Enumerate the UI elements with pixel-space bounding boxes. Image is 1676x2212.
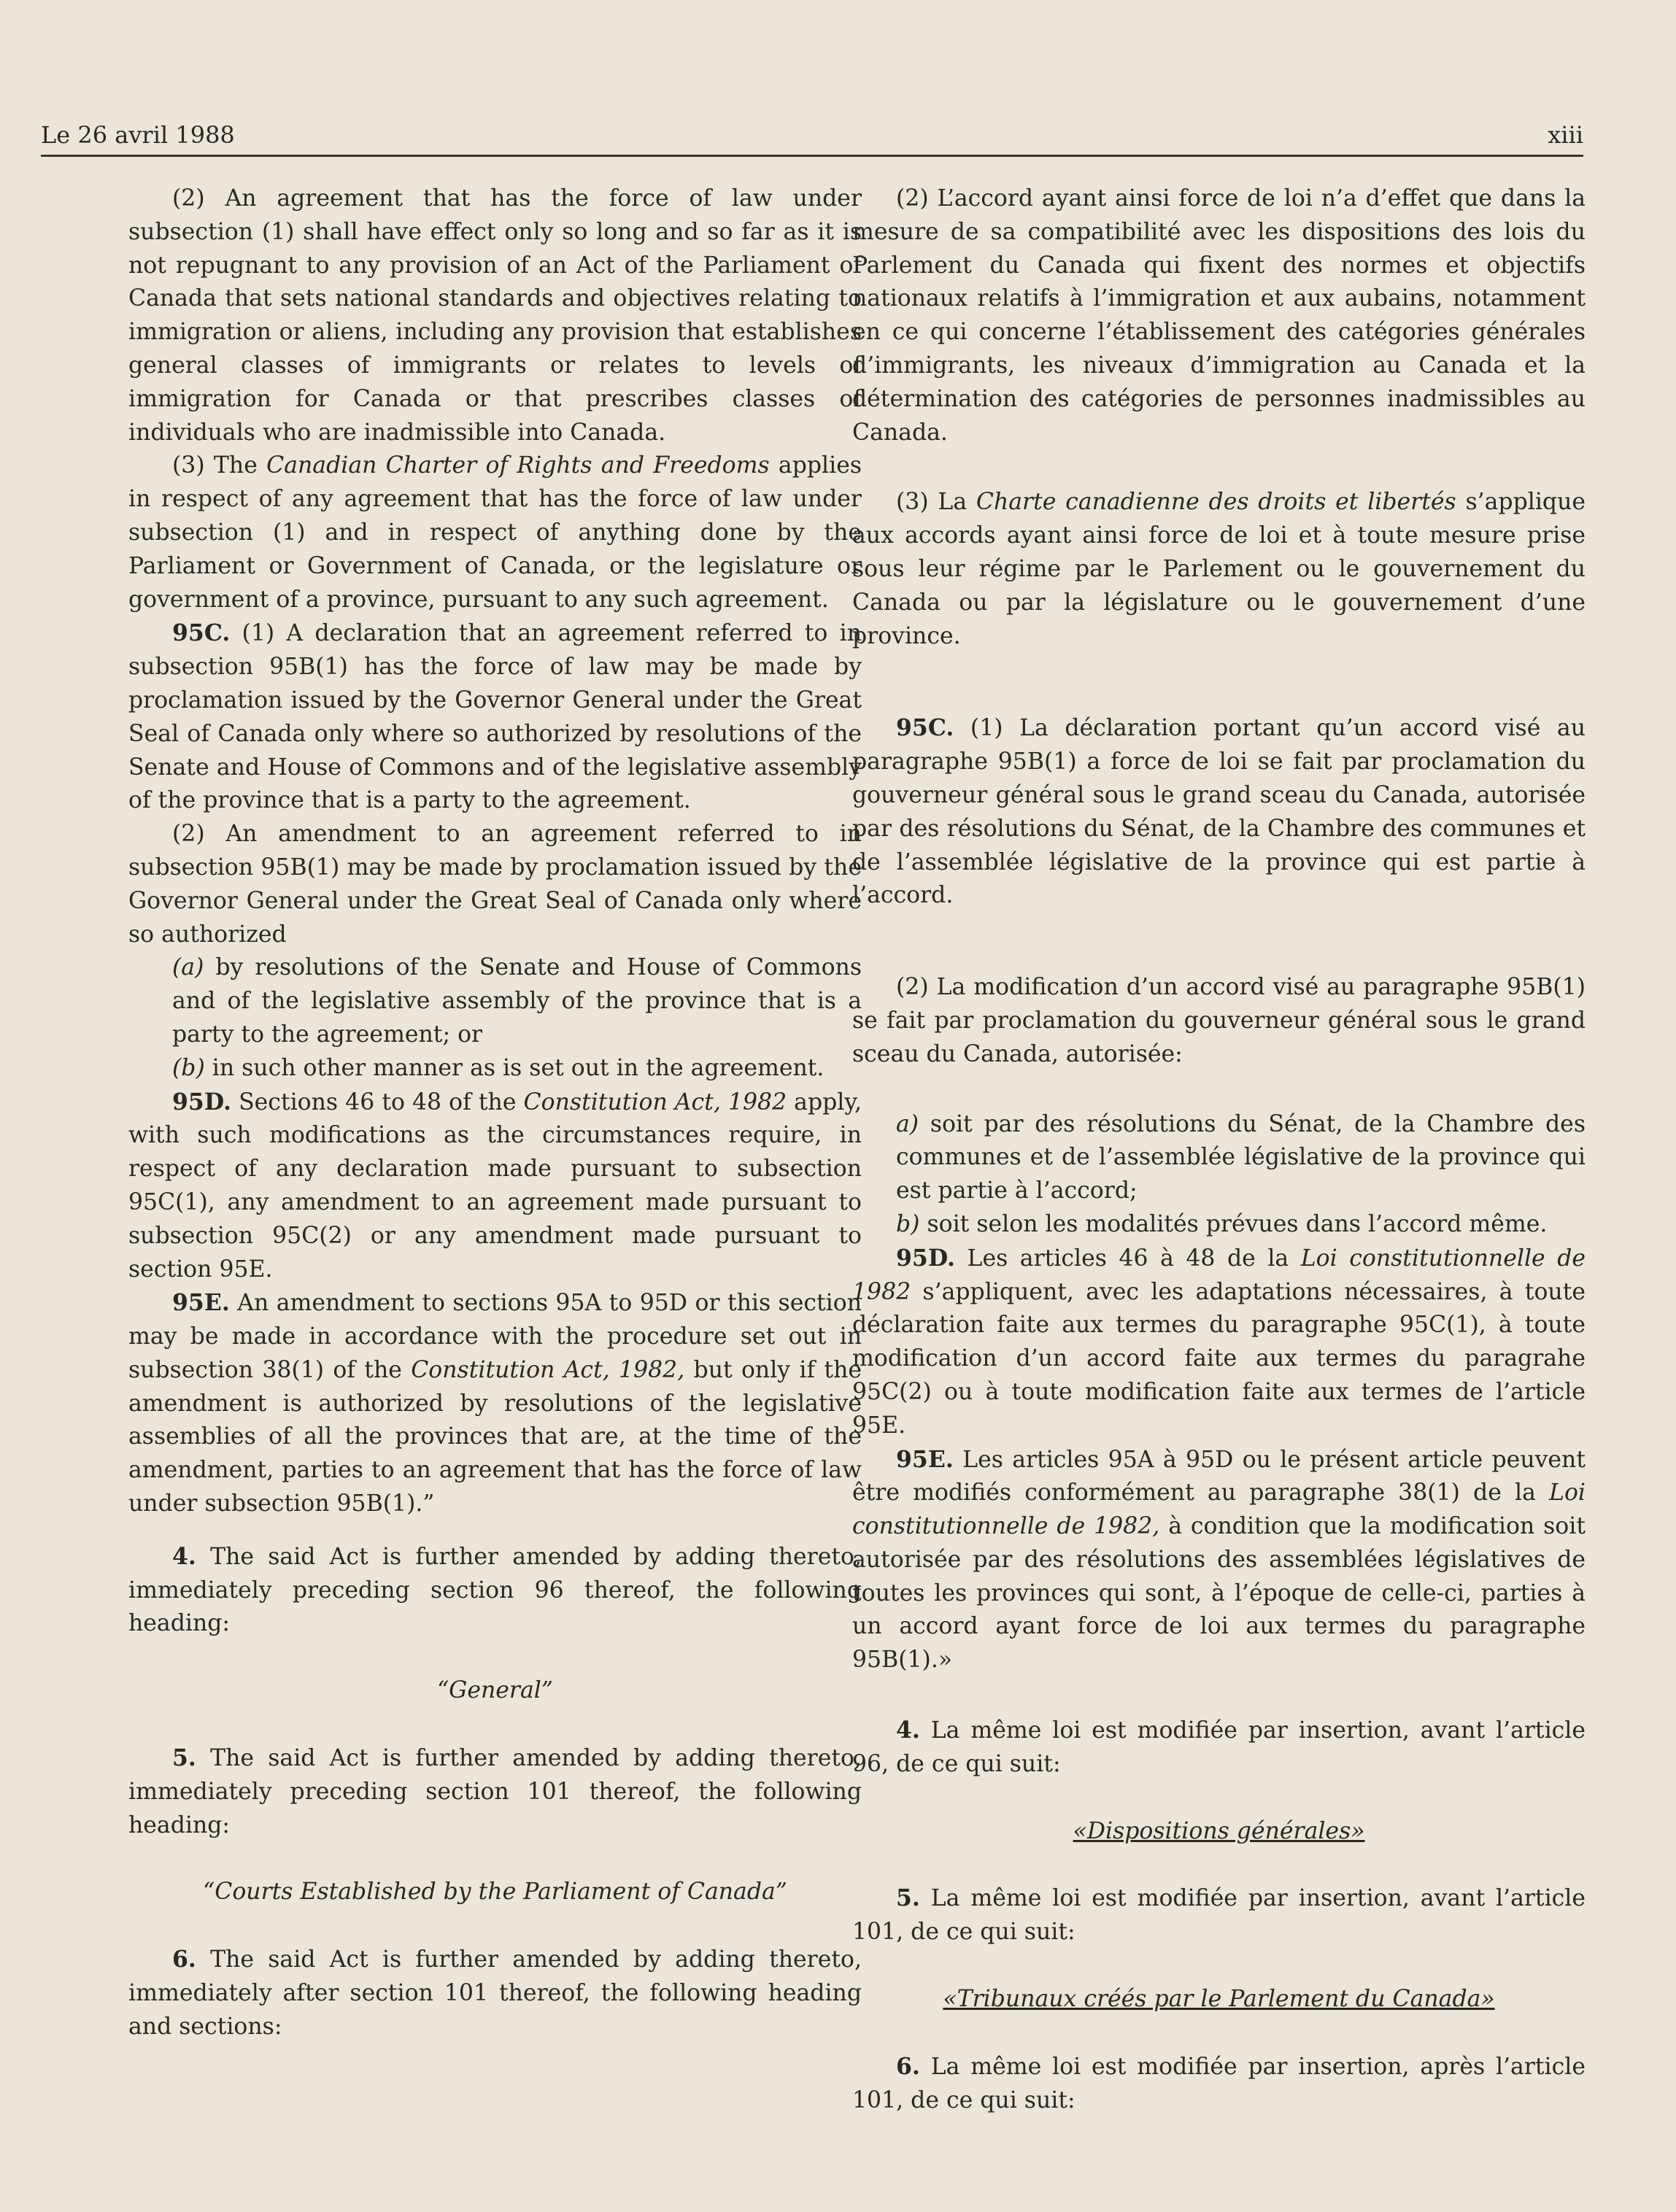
header-date: Le 26 avril 1988 <box>41 121 235 149</box>
section-95b-3-fr: (3) La Charte canadienne des droits et libertés s’applique aux accords ayant ainsi force de loi et à toute mesure prise sous leur régime par le Parlement ou le gouvernement du Canada ou par la législature ou le gouvernement d’une province. <box>852 489 1586 649</box>
item-4: 4. The said Act is further amended by adding thereto, immediately preceding section 96 thereof, the following heading: <box>128 1542 862 1637</box>
section-95c-2-fr: (2) La modification d’un accord visé au paragraphe 95B(1) se fait par proclamation du gouverneur général sous le grand sceau du Canada, autorisée: <box>852 974 1586 1067</box>
page-number: xiii <box>1548 121 1583 149</box>
section-95e-fr: 95E. Les articles 95A à 95D ou le présent article peuvent être modifiés conformément au paragraphe 38(1) de la Loi constitutionnelle de 1982, à condition que la modification soit autorisée par des résolutions des assemblées législatives de toutes les provinces qui sont, à l’époque de celle-ci, parties à un accord ayant force de loi aux termes du paragraphe 95B(1).» <box>852 1445 1586 1674</box>
section-95c-2a-fr: a) soit par des résolutions du Sénat, de la Chambre des communes et de l’assemblée législative de la province qui est partie à l’accord; <box>896 1110 1586 1204</box>
item-6: 6. The said Act is further amended by adding thereto, immediately after section 101 thereof, the following heading and sections: <box>128 1946 862 2040</box>
item-6-fr: 6. La même loi est modifiée par insertion, après l’article 101, de ce qui suit: <box>852 2052 1586 2114</box>
section-95e: 95E. An amendment to sections 95A to 95D or this section may be made in accordance with the procedure set out in subsection 38(1) of the Constitution Act, 1982, but only if the amendment is authorized by resolutions of the legislative assemblies of all the provinces that are, at the time of the amendment, parties to an agreement that has the force of law under subsection 95B(1).” <box>128 1289 862 1517</box>
english-column <box>128 182 862 2044</box>
heading-courts: “Courts Established by the Parliament of Canada” <box>203 1879 787 1906</box>
item-5-fr: 5. La même loi est modifiée par insertion, avant l’article 101, de ce qui suit: <box>852 1884 1586 1946</box>
section-95c-2a: (a) by resolutions of the Senate and House of Commons and of the legislative assembly of the province that is a party to the agreement; or <box>172 954 862 1048</box>
section-95d: 95D. Sections 46 to 48 of the Constitution Act, 1982 apply, with such modifications as the circumstances require, in respect of any declaration made pursuant to subsection 95C(1), any amendment to an agreement made pursuant to subsection 95C(2) or any amendment made pursuant to section 95E. <box>128 1088 862 1283</box>
section-95c-1: 95C. (1) A declaration that an agreement referred to in subsection 95B(1) has the force of law may be made by proclamation issued by the Governor General under the Great Seal of Canada only where so authorized by resolutions of the Senate and House of Commons and of the legislative assembly of the province that is a party to the agreement. <box>128 619 862 814</box>
item-4-fr: 4. La même loi est modifiée par insertion, avant l’article 96, de ce qui suit: <box>852 1717 1586 1777</box>
section-95c-1-fr: 95C. (1) La déclaration portant qu’un accord visé au paragraphe 95B(1) a force de loi se fait par proclamation du gouverneur général sous le grand sceau du Canada, autorisée par des résolutions du Sénat, de la Chambre des communes et de l’assemblée législative de la province qui est partie à l’accord. <box>852 714 1586 909</box>
section-95c-2b-fr: b) soit selon les modalités prévues dans l’accord même. <box>896 1210 1548 1237</box>
page-header <box>41 117 1583 157</box>
heading-courts-fr: «Tribunaux créés par le Parlement du Canada» <box>943 1986 1495 2013</box>
french-column <box>852 182 1586 2117</box>
section-95c-2b: (b) in such other manner as is set out in the agreement. <box>172 1054 825 1081</box>
section-95b-3: (3) The Canadian Charter of Rights and Freedoms applies in respect of any agreement that has the force of law under subsection (1) and in respect of anything done by the Parliament or Government of Canada, or the legislature or government of a province, pursuant to any such agreement. <box>128 452 862 613</box>
heading-general: “General” <box>437 1677 553 1704</box>
section-95b-2-fr: (2) L’accord ayant ainsi force de loi n’a d’effet que dans la mesure de sa compatibilité avec les dispositions des lois du Parlement du Canada qui fixent des normes et objectifs nationaux relatifs à l’immigration et aux aubains, notamment en ce qui concerne l’établissement des catégories générales d’immigrants, les niveaux d’immigration au Canada et la détermination des catégories de personnes inadmissibles au Canada. <box>852 185 1586 446</box>
section-95b-2: (2) An agreement that has the force of law under subsection (1) shall have effect only so long and so far as it is not repugnant to any provision of an Act of the Parliament of Canada that sets national standards and objectives relating to immigration or aliens, including any provision that establishes general classes of immigrants or relates to levels of immigration for Canada or that prescribes classes of individuals who are inadmissible into Canada. <box>128 185 862 446</box>
section-95d-fr: 95D. Les articles 46 à 48 de la Loi constitutionnelle de 1982 s’appliquent, avec les adaptations nécessaires, à toute déclaration faite aux termes du paragraphe 95C(1), à toute modification d’un accord faite aux termes du paragrahe 95C(2) ou à toute modification faite aux termes de l’article 95E. <box>852 1244 1586 1439</box>
section-95c-2: (2) An amendment to an agreement referred to in subsection 95B(1) may be made by proclamation issued by the Governor General under the Great Seal of Canada only where so authorized <box>128 821 862 948</box>
heading-general-fr: «Dispositions générales» <box>1073 1817 1365 1844</box>
item-5: 5. The said Act is further amended by adding thereto, immediately preceding section 101 thereof, the following heading: <box>128 1744 862 1838</box>
